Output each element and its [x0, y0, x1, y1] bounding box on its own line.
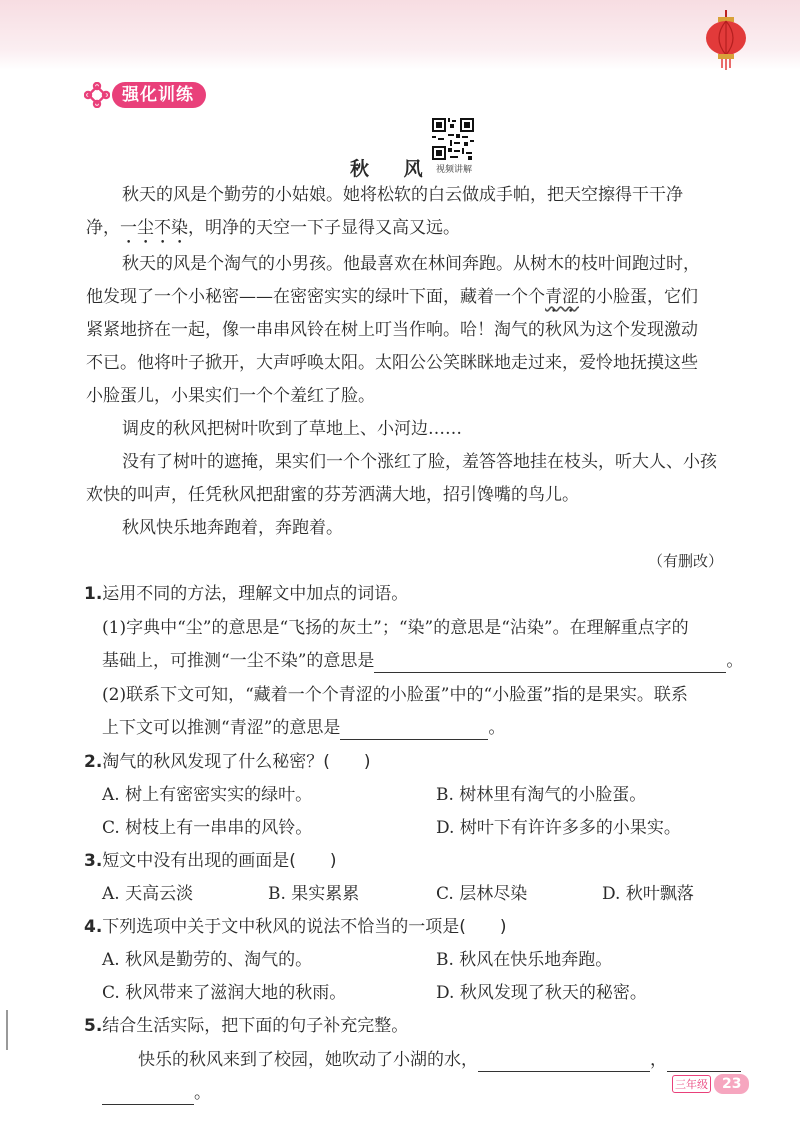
section-badge: [84, 80, 206, 110]
option-2b[interactable]: B. 树林里有淘气的小脸蛋。: [436, 785, 647, 805]
question-3: 3.短文中没有出现的画面是( ): [84, 851, 337, 871]
question-5-sentence: 快乐的秋风来到了校园，她吹动了小湖的水， ，: [138, 1048, 741, 1072]
question-1-part-1: (1)字典中“尘”的意思是“飞扬的灰土”；“染”的意思是“沾染”。在理解重点字的: [102, 618, 689, 638]
passage-line: 秋风快乐地奔跑着，奔跑着。: [122, 518, 343, 538]
option-4d[interactable]: D. 秋风发现了秋天的秘密。: [436, 983, 647, 1003]
option-4b[interactable]: B. 秋风在快乐地奔跑。: [436, 950, 613, 970]
passage-line: 紧紧地挤在一起，像一串串风铃在树上叮当作响。哈！淘气的秋风为这个发现激动: [86, 320, 698, 340]
question-4: 4.下列选项中关于文中秋风的说法不恰当的一项是( ): [84, 917, 507, 937]
dotted-word: 一尘不染: [120, 218, 188, 238]
answer-blank[interactable]: [667, 1053, 741, 1072]
question-1-part-2-line2: 上下文可以推测“青涩”的意思是 。: [102, 718, 506, 738]
page-footer: [672, 1074, 749, 1094]
section-badge-label: 强化训练: [112, 82, 206, 108]
passage-line: 他发现了一个小秘密——在密密实实的绿叶下面，藏着一个个青涩的小脸蛋，它们: [86, 287, 698, 307]
option-2c[interactable]: C. 树枝上有一串串的风铃。: [102, 818, 313, 838]
header-band: [0, 0, 800, 70]
option-3b[interactable]: B. 果实累累: [268, 884, 360, 904]
answer-blank[interactable]: [374, 654, 726, 673]
question-1-part-2: (2)联系下文可知，“藏着一个个青涩的小脸蛋”中的“小脸蛋”指的是果实。联系: [102, 685, 688, 705]
question-5-sentence-line2: 。: [102, 1081, 211, 1105]
lantern-icon: [704, 10, 748, 70]
passage-line: 没有了树叶的遮掩，果实们一个个涨红了脸，羞答答地挂在枝头，听大人、小孩: [122, 452, 717, 472]
question-1: 1.运用不同的方法，理解文中加点的词语。: [84, 584, 409, 604]
passage-line: 不已。他将叶子掀开，大声呼唤太阳。太阳公公笑眯眯地走过来，爱怜地抚摸这些: [86, 353, 698, 373]
option-4a[interactable]: A. 秋风是勤劳的、淘气的。: [102, 950, 313, 970]
option-4c[interactable]: C. 秋风带来了滋润大地的秋雨。: [102, 983, 347, 1003]
passage-line: 净，一尘不染，明净的天空一下子显得又高又远。: [86, 218, 460, 238]
option-3a[interactable]: A. 天高云淡: [102, 884, 194, 904]
answer-blank[interactable]: [340, 721, 488, 740]
passage-line: 调皮的秋风把树叶吹到了草地上、小河边……: [122, 419, 462, 439]
chinese-knot-icon: [84, 82, 110, 108]
dotted-word: 青涩: [545, 287, 579, 307]
passage-line: 秋天的风是个勤劳的小姑娘。她将松软的白云做成手帕，把天空擦得干干净: [122, 185, 683, 205]
source-note: （有删改）: [648, 552, 724, 570]
question-5: 5.结合生活实际，把下面的句子补充完整。: [84, 1016, 409, 1036]
answer-blank[interactable]: [478, 1053, 650, 1072]
passage-title: 秋 风: [350, 158, 437, 180]
qr-code-icon[interactable]: [432, 118, 474, 160]
passage-line: 欢快的叫声，任凭秋风把甜蜜的芬芳洒满大地，招引馋嘴的鸟儿。: [86, 485, 579, 505]
passage-line: 秋天的风是个淘气的小男孩。他最喜欢在林间奔跑。从树木的枝叶间跑过时，: [122, 254, 700, 274]
grade-label: 三年级: [672, 1075, 711, 1093]
page-number: 23: [714, 1074, 749, 1094]
option-3d[interactable]: D. 秋叶飘落: [602, 884, 694, 904]
scan-margin-mark: [6, 1010, 8, 1050]
option-2a[interactable]: A. 树上有密密实实的绿叶。: [102, 785, 313, 805]
option-2d[interactable]: D. 树叶下有许许多多的小果实。: [436, 818, 681, 838]
passage-line: 小脸蛋儿，小果实们一个个羞红了脸。: [86, 386, 375, 406]
question-1-part-1-line2: 基础上，可推测“一尘不染”的意思是 。: [102, 651, 744, 671]
qr-caption: 视频讲解: [435, 165, 472, 175]
answer-blank[interactable]: [102, 1086, 194, 1105]
option-3c[interactable]: C. 层林尽染: [436, 884, 528, 904]
question-2: 2.淘气的秋风发现了什么秘密？( ): [84, 752, 371, 772]
